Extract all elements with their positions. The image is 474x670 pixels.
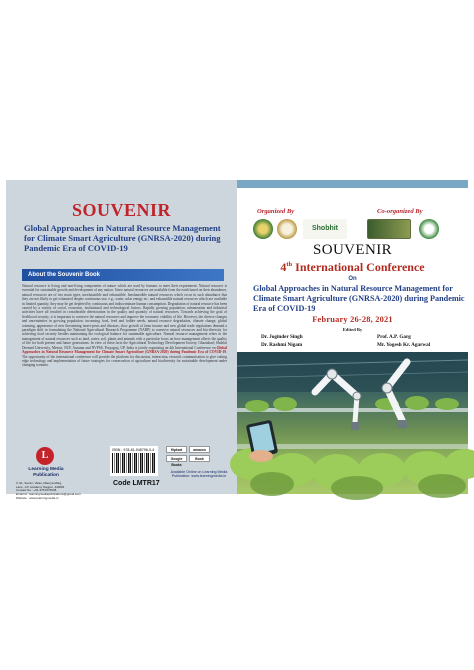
conference-topic: Global Approaches in Natural Resource Management for Climate Smart Agriculture (GNRSA-2020) during Pandemic Era of COVID-19 (253, 284, 465, 313)
editor-name: Dr. Rashmi Nigam (261, 342, 303, 348)
back-cover (6, 180, 237, 500)
robotic-farming-illustration-icon (237, 352, 468, 494)
cover-photo-robotic-farming (237, 352, 468, 494)
about-text (22, 284, 227, 468)
barcode (110, 446, 158, 476)
edited-by-label: Edited By (342, 327, 363, 332)
partner-logo-icon (419, 219, 439, 239)
on-word: On (348, 276, 357, 282)
book-cover-spread (6, 180, 468, 500)
conference-ordinal-suffix: th (286, 261, 293, 268)
co-organizer-logo-icon (367, 219, 411, 239)
isbn: ISBN : 978-81-948796-0-4 (112, 448, 155, 452)
amazon-badge[interactable]: amazon (189, 446, 210, 453)
conference-heading (237, 260, 468, 275)
publisher-mark-icon: L (36, 447, 54, 465)
top-strip (237, 180, 468, 188)
barcode-bars-icon (112, 453, 156, 473)
editor-name: Prof. A.P. Garg (377, 334, 411, 340)
publisher-address-line: Website : www.learningmedia.in (16, 495, 59, 500)
seal-logo-icon (277, 219, 297, 239)
flipkart-badge[interactable]: flipkart (166, 446, 187, 453)
editor-name: Mr. Yogesh Kr. Agarwal (377, 342, 431, 348)
publisher-address-line: Contact No.: +91-9767976638 (16, 488, 57, 493)
store-badges (166, 446, 232, 486)
available-online-note: Available Online on Learning Media Publication: www.learningmedia.in (170, 470, 228, 479)
publisher-address-line: Email id : learningmediapublications@gmail.com (16, 492, 81, 497)
conference-date: February 26-28, 2021 (312, 315, 393, 324)
co-organized-by-label: Co-organized By (377, 208, 423, 215)
back-cover-subtitle: Global Approaches in Natural Resource Management for Climate Smart Agriculture (GNRSA-2020) during Pandemic Era of COVID-19 (24, 223, 221, 253)
front-cover (237, 180, 468, 494)
editor-name: Dr. Joginder Singh (261, 334, 303, 340)
about-highlight: Global Approaches in Natural Resource Management for Climate Smart Agriculture (GNRSA-2020) during Pandemic Era of COVID-19 (22, 345, 228, 355)
book-store-badge[interactable]: Book (189, 455, 210, 462)
about-paragraph: Natural resource is living and non-living components of nature which are used by humans to meet their requirement. Natural resource is essential for sustainable growth and development of any nation. Since natural resources are available from the earth based on their abundance, natural resources are of two main types, inexhaustible and exhaustible. Inexhaustible natural resources which occur in such abundance that they are not likely to get exhausted despite continuous use, e.g., water, solar energy etc. and exhaustible natural resources which are available in limited quantity, they may be get depleted by continuous and indiscriminate human consumption. Degradation of natural resource has been caused by a variety of social, economic, institutional and technological factors. Rapidly growing population, urbanization and industrial activities have all resulted in considerable deterioration in the quality and quantity of natural resources. Towards achieving the goal of livelihood security, it is important to conserve the natural resources and improve the economic viability of life. However, the diverse changes and uncertainties in growing population, increasing food, feed and fodder needs, natural resource degradation, climate change, global warming, appearance of new threatening insect-pests and diseases, slow growth of farm income and new global trade regulations demand a paradigm shift in formulating the National Agricultural Research Programme (NARP) to conserve natural resources and bio-diversity for achieving food security besides maintaining the ecological balance for sustainable agriculture. Natural resource management refers to the management of natural resources such as land, water, soil, plants and animals with a particular focus on how management affects the quality of life for both present and future generations. In view of these facts the Agricultural Technology Development Society, Ghaziabad; Shobhit Deemed University, Meerut, NCF, Autumn and NVPSS, Prayagraj, UP, India is jointly organizing an 4th International Conference on (22, 284, 227, 350)
publisher-address-line: Lane, J.P. Academy Nagpur, 440081 (16, 484, 65, 489)
organized-by-label: Organized By (257, 208, 295, 215)
back-cover-title: SOUVENIR (71, 200, 172, 220)
about-paragraph-tail: . The opportunity of the international conference will provide the platform for discussion, interaction, research communication to give cutting edge technology and implementation of future strategies for conservation of agriculture and biodiversity for sustainable development under changing scenario. (22, 350, 227, 368)
product-code: Code LMTR17 (113, 480, 160, 487)
back-cover-footer (6, 442, 237, 500)
front-cover-title: SOUVENIR (312, 242, 393, 258)
publisher-name: Learning Media Publication (28, 467, 64, 478)
conference-ordinal: 4 (280, 260, 287, 274)
conference-name: International Conference (295, 260, 425, 274)
publisher-address (16, 482, 108, 501)
google-books-badge[interactable]: Google Books (166, 455, 187, 462)
shobhit-logo-icon: Shobhit (303, 219, 347, 239)
publisher-address-line: V, 91, Sector, Vikas, Maurya Marg, (16, 481, 63, 485)
society-logo-icon (253, 219, 273, 239)
about-heading-bar: About the Souvenir Book (22, 269, 224, 281)
